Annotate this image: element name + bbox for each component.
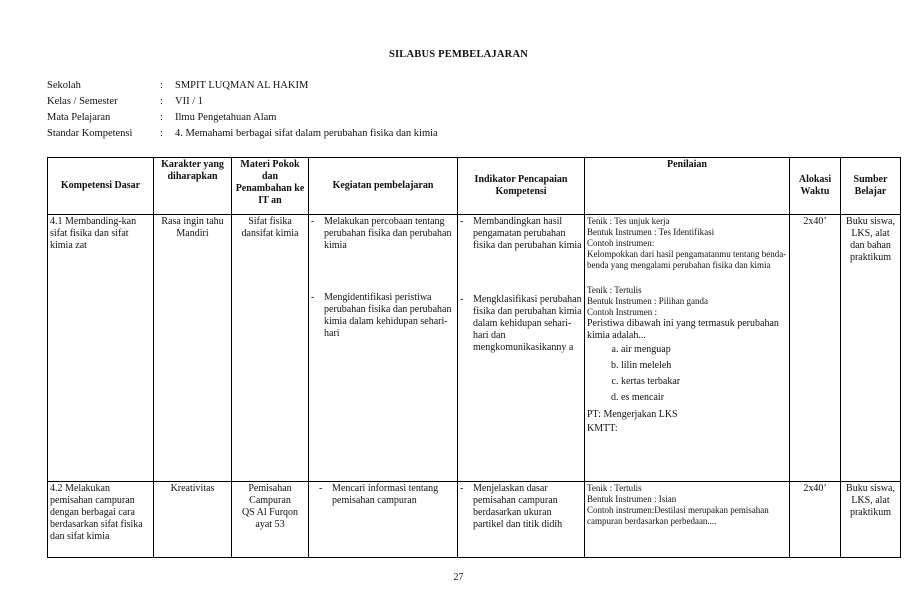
info-key: Standar Kompetensi: [47, 128, 133, 139]
header-sumber: Sumber Belajar: [841, 158, 901, 215]
assessment-technique: Tenik : Tertulis: [587, 285, 642, 295]
info-colon: :: [160, 96, 163, 107]
assessment-question: Kelompokkan dari hasil pengamatanmu tentang benda-benda yang mengalami perubahan fisika dan kimia: [587, 249, 787, 270]
answer-options: [587, 344, 787, 404]
cell-karakter: Kreativitas: [154, 482, 232, 558]
cell-materi: [232, 482, 309, 558]
cell-kompetensi-dasar: 4.2 Melakukan pemisahan campuran dengan berbagai cara berdasarkan sifat fisika dan sifat kimia: [48, 482, 154, 558]
assessment-example-label: Contoh Instrumen :: [587, 307, 657, 317]
info-row-school: [47, 78, 438, 94]
answer-option: c. kertas terbakar: [621, 376, 787, 388]
answer-option: b. lilin meleleh: [621, 360, 787, 372]
table-row: [48, 482, 901, 558]
info-colon: :: [160, 112, 163, 123]
header-kegiatan: Kegiatan pembelajaran: [309, 158, 458, 215]
info-value: SMPIT LUQMAN AL HAKIM: [175, 80, 309, 91]
materi-verse: QS Al Furqon ayat 53: [241, 507, 299, 530]
info-key: Sekolah: [47, 80, 81, 91]
kegiatan-item: - Mencari informasi tentang pemisahan campuran: [319, 483, 455, 507]
assessment-example-label: Contoh instrumen:: [587, 238, 655, 248]
header-alokasi: Alokasi Waktu: [790, 158, 841, 215]
answer-option: d. es mencair: [621, 392, 787, 404]
cell-kompetensi-dasar: 4.1 Membanding-kan sifat fisika dan sifat kimia zat: [48, 215, 154, 482]
syllabus-table: [47, 157, 901, 558]
cell-kegiatan: [309, 482, 458, 558]
document-title: SILABUS PEMBELAJARAN: [388, 49, 529, 60]
indikator-item: - Menjelaskan dasar pemisahan campuran berdasarkan ukuran partikel dan titik didih: [460, 483, 582, 531]
assessment-pt: PT: Mengerjakan LKS: [587, 409, 678, 420]
info-key: Kelas / Semester: [47, 96, 118, 107]
assessment-form: Bentuk Instrumen : Pilihan ganda: [587, 296, 708, 306]
assessment-form: Bentuk Instrumen : Isian: [587, 494, 677, 504]
cell-alokasi: 2x40’: [790, 215, 841, 482]
info-colon: :: [160, 80, 163, 91]
cell-kegiatan: [309, 215, 458, 482]
cell-sumber: Buku siswa, LKS, alat dan bahan praktikum: [841, 215, 901, 482]
info-value: Ilmu Pengetahuan Alam: [175, 112, 277, 123]
answer-option: a. air menguap: [621, 344, 787, 356]
indikator-item: - Mengklasifikasi perubahan fisika dan perubahan kimia dalam kehidupan sehari-hari dan mengkomunikasikanny a: [460, 294, 582, 354]
info-row-competency: [47, 126, 438, 142]
info-row-subject: [47, 110, 438, 126]
assessment-kmtt: KMTT:: [587, 423, 618, 434]
assessment-example: Contoh instrumen:Destilasi merupakan pemisahan campuran berdasarkan perbedaan....: [587, 505, 769, 526]
cell-indikator: [458, 215, 585, 482]
kegiatan-item: - Melakukan percobaan tentang perubahan fisika dan perubahan kimia: [311, 216, 455, 252]
cell-penilaian: [585, 482, 790, 558]
kegiatan-item: - Mengidentifikasi peristiwa perubahan fisika dan perubahan kimia dalam kehidupan sehari-hari: [311, 292, 455, 340]
header-penilaian: Penilaian: [585, 158, 790, 215]
table-header-row: [48, 158, 901, 215]
header-indikator: Indikator Pencapaian Kompetensi: [458, 158, 585, 215]
info-value: VII / 1: [175, 96, 203, 107]
indikator-item: - Membandingkan hasil pengamatan perubahan fisika dan perubahan kimia: [460, 216, 582, 252]
assessment-technique: Tenik : Tertulis: [587, 483, 642, 493]
cell-indikator: [458, 482, 585, 558]
info-row-class: [47, 94, 438, 110]
info-value: 4. Memahami berbagai sifat dalam perubahan fisika dan kimia: [175, 128, 438, 139]
cell-materi: Sifat fisika dansifat kimia: [232, 215, 309, 482]
cell-penilaian: [585, 215, 790, 482]
assessment-question: Peristiwa dibawah ini yang termasuk perubahan kimia adalah...: [587, 318, 779, 341]
table-row: [48, 215, 901, 482]
assessment-technique: Tenik : Tes unjuk kerja: [587, 216, 670, 226]
cell-sumber: Buku siswa, LKS, alat praktikum: [841, 482, 901, 558]
page-number: 27: [453, 572, 464, 583]
header-materi: Materi Pokok dan Penambahan ke IT an: [232, 158, 309, 215]
header-karakter: Karakter yang diharapkan: [154, 158, 232, 215]
assessment-form: Bentuk Instrumen : Tes Identifikasi: [587, 227, 715, 237]
syllabus-info: [47, 78, 438, 142]
materi-topic: Pemisahan Campuran: [248, 483, 292, 506]
header-kompetensi-dasar: Kompetensi Dasar: [48, 158, 154, 215]
cell-alokasi: 2x40’: [790, 482, 841, 558]
cell-karakter: Rasa ingin tahu Mandiri: [154, 215, 232, 482]
info-colon: :: [160, 128, 163, 139]
info-key: Mata Pelajaran: [47, 112, 111, 123]
